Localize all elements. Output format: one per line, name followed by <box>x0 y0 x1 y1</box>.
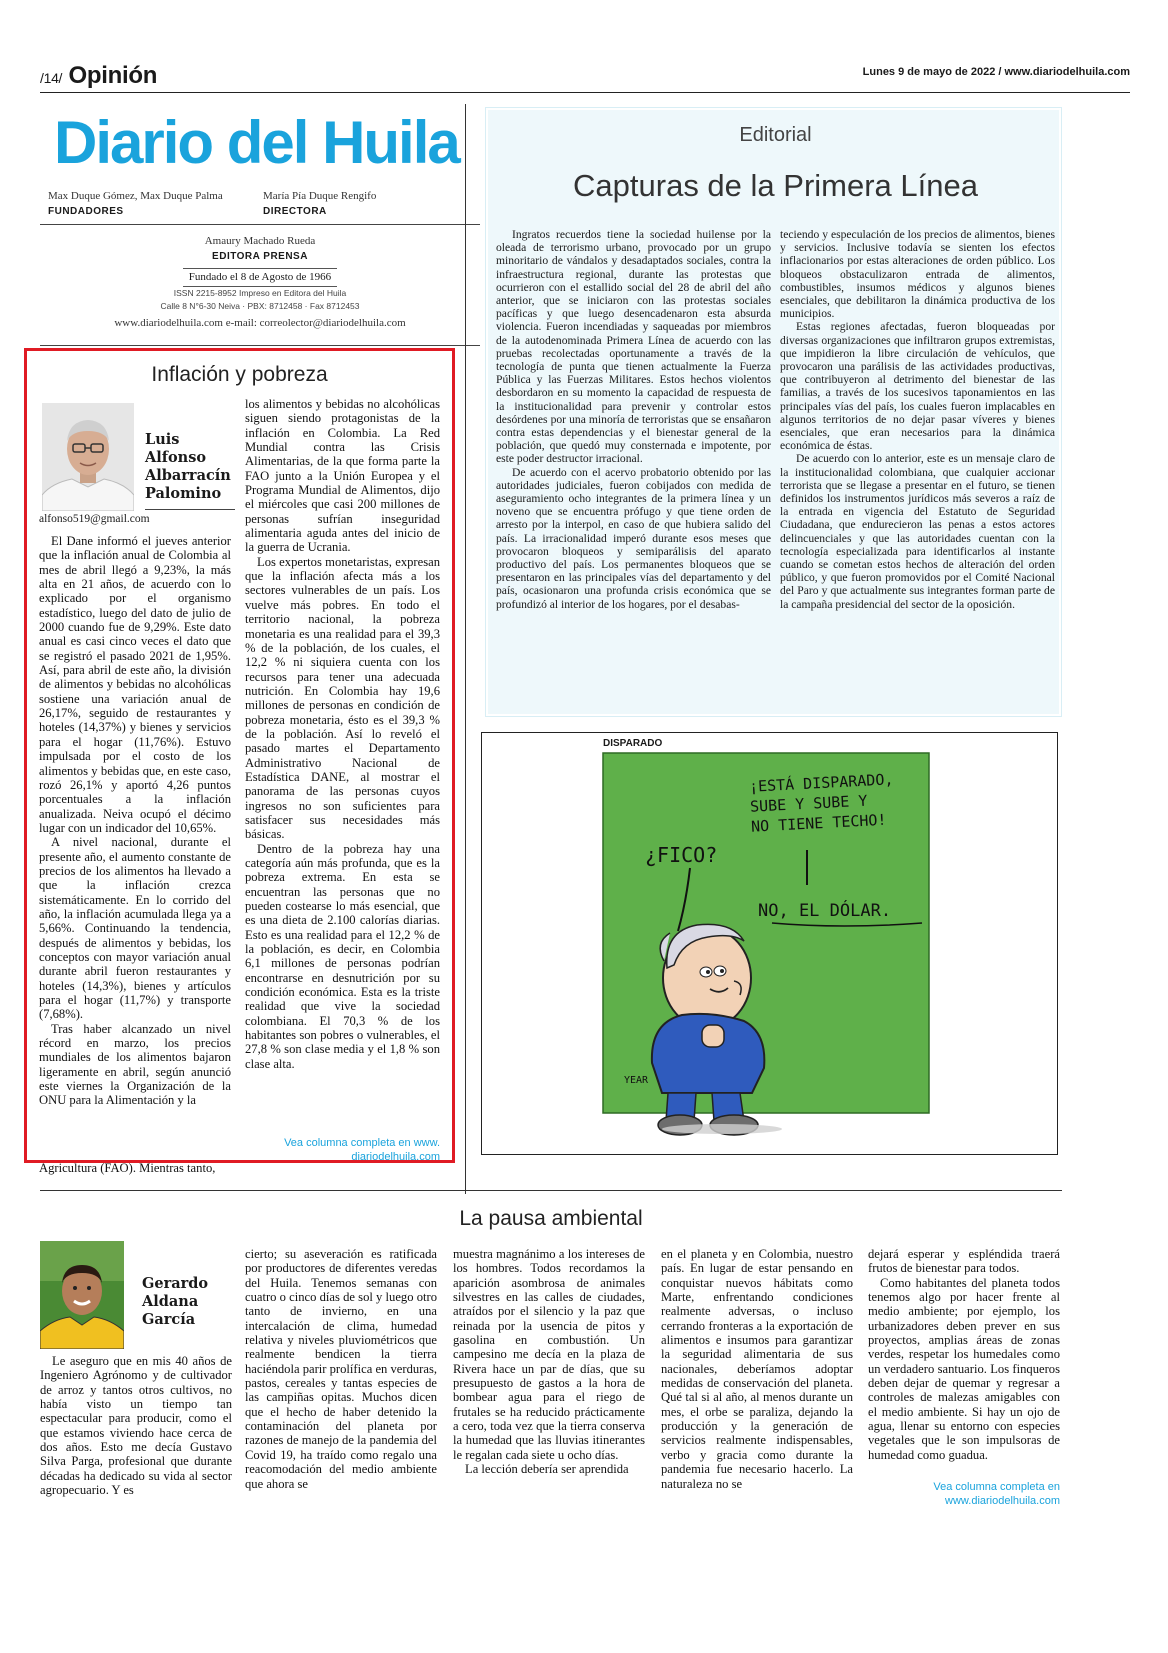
author-portrait-icon <box>42 403 134 511</box>
issn-info: ISSN 2215-8952 Impreso en Editora del Huila <box>173 288 347 298</box>
pausa-author-portrait-icon <box>40 1241 124 1349</box>
pausa-read-more-link[interactable]: Vea columna completa en www.diariodelhuila.com <box>933 1481 1060 1507</box>
speech-bubble-right: NO, EL DÓLAR. <box>758 901 892 921</box>
founders-role: FUNDADORES <box>48 206 124 217</box>
bottom-divider <box>40 1190 1062 1191</box>
column-paragraph: los alimentos y bebidas no alcohólicas siguen siendo protagonistas de la inflación en Colombia. La Red Mundial contra las Crisis Alimentarias, de la que forma parte la FAO junto a la Unión Europea y el Programa Mundial de Alimentos, dijo el miércoles que casi 200 millones de personas sufrían inseguridad alimentaria aguda antes del inicio de la guerra de Ucrania. <box>245 397 440 555</box>
pausa-paragraph: muestra magnánimo a los intereses de los hombres. Todos recordamos la aparición asombrosa de animales silvestres en las calles de ciudades, atraídos por el silencio y la paz que reinada por la usencia de pitos y gasolina en combustión. Un campesino me decía en la plaza de Rivera hace un par de días, que su presupuesto de gastos a la hora de bombear agua para el riego de frutales se ha reducido prácticamente a cero, toda vez que la tierra conserva la humedad que las lluvias itinerantes le regalan cada siete u ocho días. <box>453 1247 645 1462</box>
editorial-kicker: Editorial <box>739 124 812 146</box>
speech-bubble-top <box>749 769 896 836</box>
pausa-paragraph: en el planeta y en Colombia, nuestro país. En lugar de estar pensando en conquistar nuevos hábitats como Marte, enfrentando condiciones realmente adversas, o incluso cerrando fronteras a la exportación de alimentos e insumos para garantizar la seguridad alimentaria de sus nacionales, deberíamos adoptar medidas de conservación del planeta. Qué tal si al año, al menos durante un mes, el orbe se paraliza, dejando la producción y la generación de servicios realmente indispensables, verbo y gracia como durante la pandemia fue necesario hacerlo. La naturaleza no se <box>661 1247 853 1491</box>
speech-bubble-left: ¿FICO? <box>645 843 718 867</box>
column-text-b <box>245 397 440 1071</box>
pausa-author-photo <box>40 1241 124 1349</box>
pausa-paragraph: dejará esperar y espléndida traerá frutos de bienestar para todos. <box>868 1247 1060 1276</box>
editorial-column-2 <box>780 228 1055 611</box>
column-inflacion-box <box>24 348 455 1163</box>
vertical-divider <box>465 104 466 1194</box>
address-info: Calle 8 N°6-30 Neiva · PBX: 8712458 · Fax 8712453 <box>160 301 360 311</box>
author-rule <box>145 509 235 510</box>
editorial-column-1 <box>496 228 771 611</box>
author-name <box>145 431 231 503</box>
pausa-column-3 <box>453 1247 645 1477</box>
speech-line: SUBE Y SUBE Y <box>749 791 868 816</box>
cartoon-box <box>481 732 1058 1155</box>
editorial-paragraph: De acuerdo con lo anterior, este es un mensaje claro de la institucionalidad colombiana, que cualquier accionar terrorista que se llegase a presentar en el futuro, se tienen definidos los instrumentos jurídicos más severos a raíz de la entrada en vigencia del Estatuto de Seguridad Ciudadana, que endurecieron las penas a estos actores delincuenciales y que las autoridades cuentan con la tecnología especializada para identificarlos al instante cuando se cometan estos hechos de alteración del orden público, y que fueron promovidos por el Comité Nacional del Paro y que actualmente sus integrantes forman parte de la campaña presidencial del sector de la oposición. <box>780 452 1055 611</box>
author-name-line: Albarracín <box>145 467 231 484</box>
editorial-title: Capturas de la Primera Línea <box>573 168 978 203</box>
section-name: Opinión <box>68 62 158 89</box>
column-paragraph: Tras haber alcanzado un nivel récord en marzo, los precios mundiales de los alimentos bajaron ligeramente en abril, según anunció este viernes la Organización de la ONU para la Alimentación y la <box>39 1021 231 1108</box>
founded-date: Fundado el 8 de Agosto de 1966 <box>183 268 337 287</box>
column-overflow-line: Agricultura (FAO). Mientras tanto, <box>39 1161 216 1175</box>
pausa-column-5 <box>868 1247 1060 1462</box>
director-name: María Pía Duque Rengifo <box>263 190 377 202</box>
pausa-title: La pausa ambiental <box>459 1207 643 1230</box>
pausa-paragraph: Como habitantes del planeta todos tenemos algo por hacer frente al medio ambiente; por ejemplo, los urbanizadores deben prever en sus proyectos, amplias áreas de zonas verdes, respetar los humedales como un verdadero santuario. Los finqueros deben dejar de quemar y regresar a controles de malezas amigables con el medio ambiente. Si hay un ojo de agua, llenar su entorno con especies vegetales que le son impulsoras de humedad como guadua. <box>868 1275 1060 1462</box>
page-number: /14/ <box>40 70 63 86</box>
speech-line: NO TIENE TECHO! <box>750 810 887 836</box>
column-paragraph: Los expertos monetaristas, expresan que la inflación afecta más a los sectores vulnerables de un país. Los vuelve más pobres. En todo el territorio nacional, la pobreza monetaria es una realidad para el 39,3 % de la población, de los cuales, el 12,2 % ni siquiera cuenta con los recursos para tener una adecuada nutrición. En Colombia hay 19,6 millones de personas en condición de pobreza monetaria, ésto es el 39,3 % de la población. Así lo reveló el pasado martes el Departamento Administrativo Nacional de Estadística DANE, al mostrar el panorama de las personas cuyos ingresos no son suficientes para satisfacer sus necesidades más básicas. <box>245 554 440 842</box>
web-email-info[interactable]: www.diariodelhuila.com e-mail: correolector@diariodelhuila.com <box>114 317 406 329</box>
column-text-a <box>39 534 231 1154</box>
column-paragraph: A nivel nacional, durante el presente año, el aumento constante de precios de los alimentos ha llevado a que la inflación crezca sistemáticamente. En lo corrido del año, la inflación acumulada llega ya a 5,66%. Continuando la tendencia, después de alimentos y bebidas, los conceptos con mayor variación anual durante abril fueron restaurantes y hoteles (14,3%), bienes y artículos para el hogar (11,7%) y transporte (7,68%). <box>39 835 231 1022</box>
pausa-author-name <box>142 1275 208 1329</box>
column-title: Inflación y pobreza <box>151 363 328 386</box>
author-name-line: Aldana <box>142 1293 199 1310</box>
author-photo <box>42 403 134 511</box>
cartoonist-signature: YEAR <box>624 1075 649 1086</box>
editor-block <box>40 234 480 331</box>
page-header <box>40 58 1130 94</box>
read-more-link[interactable]: Vea columna completa en www. diariodelhuila.com <box>284 1137 440 1163</box>
pausa-column-4 <box>661 1247 853 1491</box>
cartoon-title: DISPARADO <box>603 738 663 749</box>
editorial-paragraph: Ingratos recuerdos tiene la sociedad huilense por la oleada de terrorismo urbano, provocado por un grupo minoritario de vándalos y desadaptados sociales, contra la infraestructura regional, durante las protestas que ocurrieron con el estallido social del 28 de abril del año anterior, que se iniciaron con las protestas sociales pacíficas y que luego desencadenaron esta absurda violencia. Fueron incendiadas y saqueadas por miembros de la autodenominada Primera Línea de acuerdo con las pruebas recolectadas oportunamente a través de la tecnología de punta que tienen actualmente la Fuerza Pública y las Fuerzas Militares. Estos hechos violentos desbordaron en su momento la capacidad de respuesta de la institucionalidad para prevenir y controlar estos desórdenes por una minoría de terroristas que se ensañaron contra estas dependencias y el bienestar general de la población, que quedó muy consternada e impotente, por este poder destructor irracional. <box>496 228 771 466</box>
editor-name: Amaury Machado Rueda <box>204 235 316 247</box>
masthead-divider <box>40 224 480 225</box>
author-name-line: Luis <box>145 431 180 448</box>
author-email[interactable]: alfonso519@gmail.com <box>39 513 150 525</box>
column-paragraph: El Dane informó el jueves anterior que la inflación anual de Colombia al mes de abril llegó a 9,23%, la más alta en 21 años, de acuerdo con lo explicado por el organismo estadístico, luego del dato de julio de 2000 cuando fue de 9,29%. Este dato anual es casi cinco veces el dato que se registró el pasado 2021 de 1,95%. Así, para abril de este año, la división de alimentos y bebidas no alcohólicas sostiene una variación anual de 26,17%, seguido de restaurantes y hoteles (14,37%) y bienes y servicios para el hogar (11,76%). Estuvo impulsada por el costo de los alimentos y bebidas que, en este caso, rozó 26,1% y aportó 4,26 puntos porcentuales a la inflación anualizada. Neiva ocupó el décimo lugar con un indicador del 10,65%. <box>39 534 231 835</box>
pausa-column-1 <box>40 1354 232 1497</box>
masthead <box>40 100 480 350</box>
pausa-column-2 <box>245 1247 437 1491</box>
pausa-paragraph: cierto; su aseveración es ratificada por productores de diferentes veredas del Huila. Tenemos semanas con cuatro o cinco días de sol y luego otro tanto de invierno, en una intercalación de clima, humedad relativa y niveles pluviométricos que realmente bendicen la tierra haciéndola parir prolífica en verduras, pastos, cereales y tantas especies de las campiñas opitas. Muchos dicen que el hecho de haber detenido la contaminación del planeta por razones de manejo de la pandemia del Covid 19, ha traído como regalo una reacomodación del medio ambiente que ahora se <box>245 1247 437 1491</box>
founders-names: Max Duque Gómez, Max Duque Palma <box>48 190 223 202</box>
section-label <box>40 62 157 90</box>
editorial-box <box>486 108 1061 716</box>
editorial-paragraph: teciendo y especulación de los precios de alimentos, bienes y servicios. Inclusive todavía se sienten los efectos inflacionarios por estas alteraciones de orden público. Los bloqueos obstaculizaron entrada de alimentos, combustibles, insumos médicos y algunos bienes esenciales, que debilitaron la dinámica productiva de los municipios. <box>780 228 1055 321</box>
column-paragraph: Dentro de la pobreza hay una categoría aún más profunda, que es la pobreza extrema. En esta se encuentran las personas que no pueden costearse lo más esencial, que es una dieta de 2.100 calorías diarias. Esto es una realidad para el 12,2 % de la población, es decir, en Colombia 6,1 millones de personas podrían encontrarse en desnutrición por su condición económica. Esta es la triste realidad que vive la sociedad colombiana. El 70,3 % de los habitantes son pobres o vulnerables, el 27,8 % son clase media y el 1,8 % son clase alta. <box>245 841 440 1071</box>
editorial-paragraph: Estas regiones afectadas, fueron bloqueadas por diversas organizaciones que infiltraron grupos extremistas, que impidieron la libre circulación de vehículos, que provocaron una parálisis de las actividades productivas, que contribuyeron al detrimento del bienestar de las familias, a través de los sucesivos taponamientos en las principales vías del país, los cuales fueron implacables en algunos territorios de no dejar pasar víveres y bienes esenciales, que eran necesarios para la dinámica económica de éstas. <box>780 320 1055 453</box>
pausa-paragraph: Le aseguro que en mis 40 años de Ingeniero Agrónomo y de cultivador de arroz y tantos otros cultivos, no había visto un tiempo tan espectacular para producir, como el que estamos viviendo hace cerca de dos años. Esto me decía Gustavo Silva Parga, profesional que durante décadas ha dedicado su vida al sector agropecuario. Y es <box>40 1354 232 1498</box>
author-name-line: Alfonso <box>145 449 207 466</box>
author-name-line: Palomino <box>145 485 222 502</box>
editorial-paragraph: De acuerdo con el acervo probatorio obtenido por las autoridades judiciales, fueron cobijados con medida de aseguramiento ocho integrantes de la primera línea y un noveno que se encuentra prófugo y que tiene orden de arresto por la interpol, en caso de que hubiera salido del país. La irracionalidad imperó durante esos meses que provocaron bloqueos y semiparálisis del aparato productivo del país. Los permanentes bloqueos que se presentaron en las principales vías del departamento y del país, ocasionaron una profunda crisis económica que se profundizó al interior de los hogares, por el desabas- <box>496 465 771 611</box>
header-date[interactable]: Lunes 9 de mayo de 2022 / www.diariodelhuila.com <box>862 66 1130 78</box>
masthead-divider-bottom <box>40 345 480 346</box>
speech-line: ¡ESTÁ DISPARADO, <box>748 770 894 796</box>
pausa-paragraph: La lección debería ser aprendida <box>465 1462 629 1477</box>
newspaper-logo: Diario del Huila <box>54 109 459 176</box>
editor-role: EDITORA PRENSA <box>212 251 308 262</box>
author-name-line: Gerardo <box>142 1275 209 1292</box>
author-name-line: García <box>142 1311 196 1328</box>
header-rule <box>40 92 1130 93</box>
director-role: DIRECTORA <box>263 206 327 217</box>
